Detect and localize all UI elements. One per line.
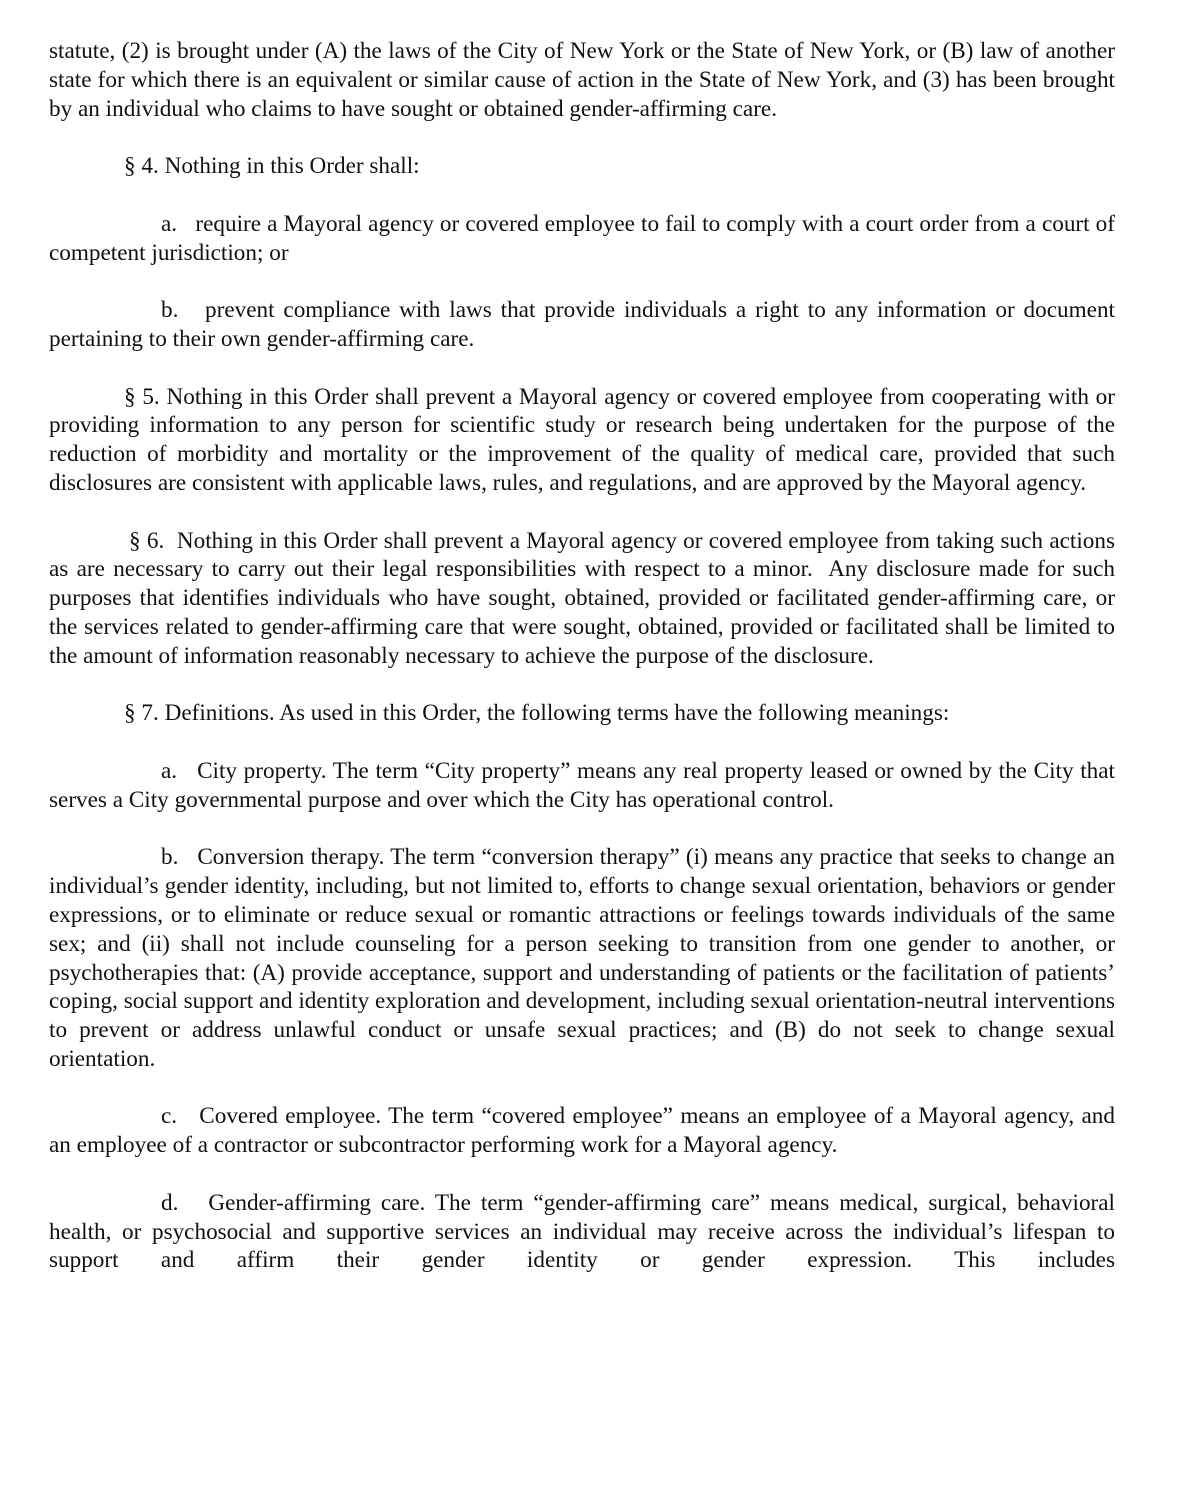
section-4-heading: § 4. Nothing in this Order shall: [124, 153, 420, 180]
section-4-item-a: a. require a Mayoral agency or covered employee to fail to comply with a court order from a court of competent jurisdiction; or [49, 210, 1115, 266]
definition-gender-affirming-care: d. Gender-affirming care. The term “gender-affirming care” means medical, surgical, behavioral health, or psychosocial and supportive services an individual may receive across the individual’s lifespan to support and affirm their gender identity or gender expression. This includes [49, 1189, 1115, 1274]
definition-city-property: a. City property. The term “City property” means any real property leased or owned by the City that serves a City governmental purpose and over which the City has operational control. [49, 757, 1115, 813]
section-7-heading: § 7. Definitions. As used in this Order, the following terms have the following meanings: [124, 700, 950, 727]
definition-covered-employee: c. Covered employee. The term “covered employee” means an employee of a Mayoral agency, and an employee of a contractor or subcontractor performing work for a Mayoral agency. [49, 1103, 1115, 1159]
continuation-paragraph: statute, (2) is brought under (A) the laws of the City of New York or the State of New York, or (B) law of another state for which there is an equivalent or similar cause of action in the State of New York, and (3) has been brought by an individual who claims to have sought or obtained gender-affirming care. [49, 38, 1115, 122]
document-page [49, 37, 1115, 1304]
section-5-paragraph: § 5. Nothing in this Order shall prevent a Mayoral agency or covered employee from cooperating with or providing information to any person for scientific study or research being undertaken for the purpose of the reduction of morbidity and mortality or the improvement of the quality of medical care, provided that such disclosures are consistent with applicable laws, rules, and regulations, and are approved by the Mayoral agency. [49, 383, 1115, 496]
section-4-item-b: b. prevent compliance with laws that provide individuals a right to any information or document pertaining to their own gender-affirming care. [49, 297, 1115, 352]
definition-conversion-therapy: b. Conversion therapy. The term “conversion therapy” (i) means any practice that seeks to change an individual’s gender identity, including, but not limited to, efforts to change sexual orientation, behaviors or gender expressions, or to eliminate or reduce sexual or romantic attractions or feelings towards individuals of the same sex; and (ii) shall not include counseling for a person seeking to transition from one gender to another, or psychotherapies that: (A) provide acceptance, support and understanding of patients or the facilitation of patients’ coping, social support and identity exploration and development, including sexual orientation-neutral interventions to prevent or address unlawful conduct or unsafe sexual practices; and (B) do not seek to change sexual orientation. [49, 844, 1115, 1072]
section-6-paragraph: § 6. Nothing in this Order shall prevent a Mayoral agency or covered employee from taking such actions as are necessary to carry out their legal responsibilities with respect to a minor. Any disclosure made for such purposes that identifies individuals who have sought, obtained, provided or facilitated gender-affirming care, or the services related to gender-affirming care that were sought, obtained, provided or facilitated shall be limited to the amount of information reasonably necessary to achieve the purpose of the disclosure. [49, 527, 1115, 669]
